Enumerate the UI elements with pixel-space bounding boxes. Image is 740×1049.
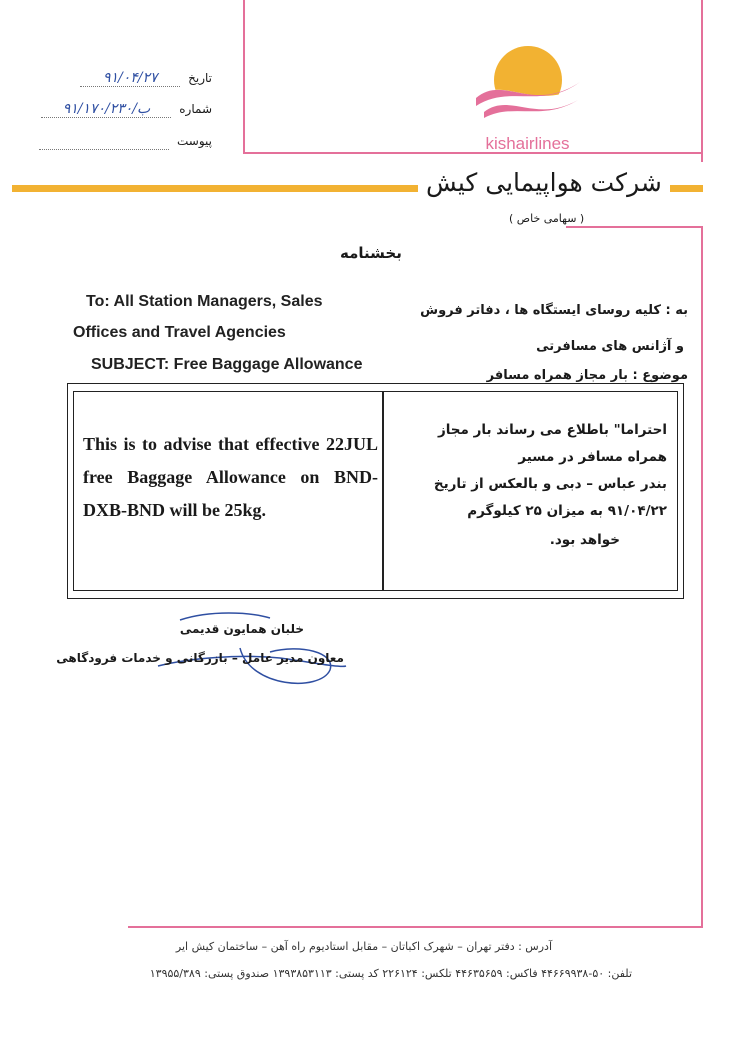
number-value: ۹۱/۱۷۰/۲۳۰/ب [41,101,171,118]
sun-waves-icon [470,40,585,120]
notice-fa-line-4: ۹۱/۰۴/۲۲ به میزان ۲۵ کیلوگرم [467,503,667,519]
number-row [41,101,212,118]
attachment-label: پیوست [177,134,212,148]
company-name-fa: شرکت هواپیمایی کیش [418,168,670,197]
recipients-fa-line-3: موضوع : بار مجاز همراه مسافر [486,368,688,383]
frame-line-bottom [128,926,703,928]
notice-fa-line-2: همراه مسافر در مسیر [518,449,667,465]
frame-line-right [701,0,703,162]
kishairlines-logo [470,40,585,155]
number-label: شماره [179,102,212,116]
notice-box-divider [382,391,384,591]
date-row [80,70,212,87]
attachment-value [39,133,169,150]
recipients-fa-line-1: به : کلیه روسای ایستگاه ها ، دفاتر فروش [420,303,688,318]
notice-fa-line-3: بندر عباس – دبی و بالعکس از تاریخ [433,476,667,492]
frame-line-body-right [701,226,703,926]
frame-line-band-right [566,226,703,228]
signatory-title: معاون مدیر عامل – بازرگانی و خدمات فرودگاهی [56,651,344,665]
date-label: تاریخ [188,71,212,85]
footer-address: آدرس : دفتر تهران – شهرک اکباتان – مقابل استادیوم راه آهن – ساختمان کیش ایر [175,940,552,953]
footer-contacts: تلفن: ۵۰-۴۴۶۶۹۹۳۸ فاکس: ۴۴۶۳۵۶۵۹ تلکس: ۲۲۶۱۲۴ کد پستی: ۱۳۹۳۸۵۳۱۱۳ صندوق پستی: ۱۳۹۵۵/۳۸۹ [149,967,632,980]
circular-title: بخشنامه [340,244,402,262]
recipients-fa-line-2: و آژانس های مسافرتی [536,339,684,354]
attachment-row [39,133,212,150]
recipients-en-line-1: To: All Station Managers, Sales [86,293,323,310]
notice-fa-line-1: احتراما" باطلاع می رساند بار مجاز [437,422,667,438]
signatory-name: خلبان همایون قدیمی [179,622,304,636]
recipients-en-line-3: SUBJECT: Free Baggage Allowance [91,356,363,373]
recipients-en-line-2: Offices and Travel Agencies [73,324,286,341]
date-value: ۹۱/۰۴/۲۷ [80,70,180,87]
notice-fa-line-5: خواهد بود. [549,532,620,548]
logo-text: kishairlines [485,134,570,153]
frame-line-left-top [243,0,245,152]
gold-band-left [12,185,422,192]
notice-en-text: This is to advise that effective 22JUL free Baggage Allowance on BND-DXB-BND will be 25kg. [83,434,378,520]
company-type-fa: ( سهامی خاص ) [509,212,585,225]
